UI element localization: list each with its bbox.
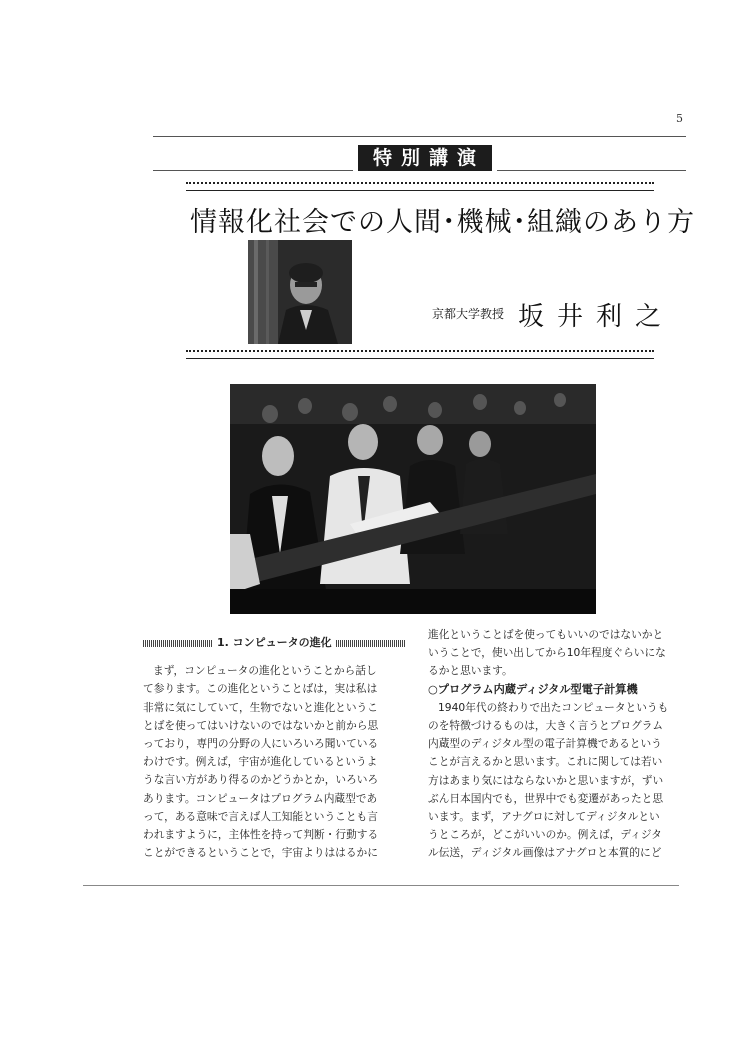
section-heading — [143, 634, 415, 652]
body-line: 非常に気にしていて，生物でないと進化というこ — [143, 700, 378, 714]
title-rule-bottom — [186, 350, 654, 359]
body-line: 1940年代の終わりで出たコンピュータというも — [438, 700, 669, 714]
heading-hatch-left — [143, 640, 213, 647]
header-rule-top — [153, 136, 686, 137]
body-line: っており，専門の分野の人にいろいろ聞いている — [143, 737, 379, 751]
body-line: って，ある意味で言えば人工知能ということも言 — [143, 809, 378, 823]
lecture-audience-photo — [230, 384, 596, 614]
author-affiliation: 京都大学教授 — [432, 307, 505, 321]
body-line: うところが，どこがいいのか。例えば，ディジタ — [428, 828, 662, 842]
body-line: ことができるということで，宇宙よりははるかに — [143, 846, 378, 860]
body-line: まず，コンピュータの進化ということから話し — [153, 664, 377, 678]
body-line: われますように，主体性を持って判断・行動する — [143, 828, 379, 842]
body-line: ことが言えるかと思います。これに関しては若い — [428, 755, 663, 769]
body-line: います。まず，アナグロに対してディジタルとい — [428, 810, 660, 824]
article-column-left — [143, 634, 415, 862]
author-name: 坂井利之 — [518, 302, 675, 332]
body-line: いうことで，使い出してから10年程度ぐらいにな — [428, 646, 666, 660]
body-line: るかと思います。 — [428, 664, 513, 678]
title-rule-top — [186, 182, 654, 191]
article-title: 情報化社会での人間･機械･組織のあり方 — [190, 207, 695, 238]
article-column-right — [428, 626, 700, 863]
body-line: 内蔵型のディジタル型の電子計算機であるという — [428, 737, 662, 751]
header-rule-left — [153, 170, 353, 171]
page-number: 5 — [676, 112, 683, 125]
body-line: 方はあまり気にはならないかと思いますが，ずい — [428, 773, 664, 787]
heading-hatch-right — [336, 640, 406, 647]
body-line: て参ります。この進化ということばは，実は私は — [143, 682, 378, 696]
body-line: うな言い方があり得るのかどうかとか，いろいろ — [143, 773, 379, 787]
body-line: わけです。例えば，宇宙が進化しているというよ — [143, 755, 378, 769]
header-rule-right — [497, 170, 686, 171]
body-line: ぶん日本国内でも，世界中でも変遷があったと思 — [428, 791, 664, 805]
section-banner: 特別講演 — [358, 145, 492, 171]
body-line: とばを使ってはいけないのではないかと前から思 — [143, 718, 379, 732]
body-line: ル伝送，ディジタル画像はアナグロと本質的にど — [428, 846, 662, 860]
subsection-heading: ○プログラム内蔵ディジタル型電子計算機 — [428, 682, 638, 696]
body-line: あります。コンピュータはプログラム内蔵型であ — [143, 791, 378, 805]
section-heading-text: 1. コンピュータの進化 — [217, 636, 332, 649]
footer-rule — [83, 885, 679, 886]
body-line: のを特徴づけるものは，大きく言うとプログラム — [428, 719, 664, 733]
author-portrait — [248, 240, 352, 344]
body-line: 進化ということばを使ってもいいのではないかと — [428, 628, 664, 641]
